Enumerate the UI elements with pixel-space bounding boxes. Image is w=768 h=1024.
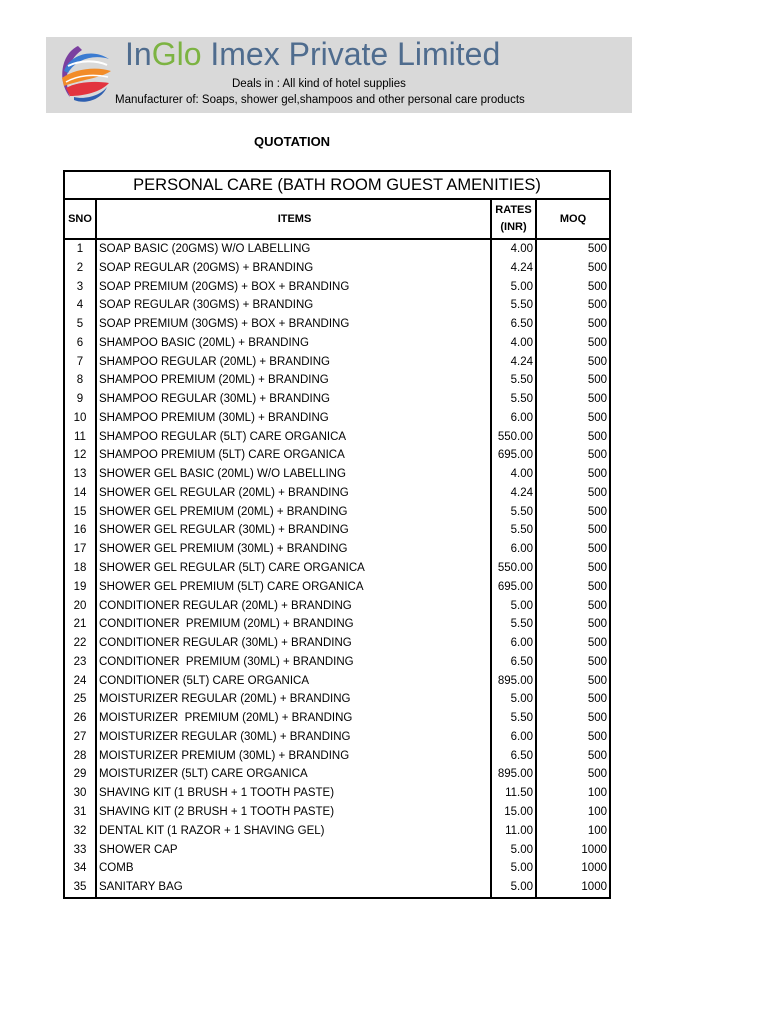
row-sno: 6 [65,334,97,353]
row-item: SHAMPOO PREMIUM (30ML) + BRANDING [97,409,492,428]
row-rate: 11.00 [492,822,537,841]
table-row [65,559,609,578]
table-row [65,859,609,878]
table-row [65,240,609,259]
row-moq: 500 [587,637,607,650]
row-rate: 5.00 [492,690,537,709]
row-moq: 500 [587,261,607,274]
table-title: PERSONAL CARE (BATH ROOM GUEST AMENITIES) [65,172,609,200]
row-rate: 4.24 [492,259,537,278]
table-row [65,841,609,860]
row-item: SHOWER GEL PREMIUM (5LT) CARE ORGANICA [97,578,492,597]
table-row [65,390,609,409]
row-item: SHOWER GEL BASIC (20ML) W/O LABELLING [97,465,492,484]
table-row [65,296,609,315]
row-moq: 500 [587,543,607,556]
row-item: SOAP REGULAR (30GMS) + BRANDING [97,296,492,315]
row-rate: 695.00 [492,578,537,597]
table-row [65,278,609,297]
row-item: COMB [97,859,492,878]
row-item: MOISTURIZER PREMIUM (20ML) + BRANDING [97,709,492,728]
row-rate: 6.00 [492,540,537,559]
row-sno: 8 [65,371,97,390]
row-rate: 895.00 [492,672,537,691]
row-rate: 550.00 [492,428,537,447]
table-row [65,597,609,616]
row-rate: 5.00 [492,278,537,297]
row-moq: 500 [587,299,607,312]
row-rate: 6.50 [492,747,537,766]
row-item: SHOWER GEL REGULAR (20ML) + BRANDING [97,484,492,503]
swirl-sphere-logo-icon [56,41,114,105]
row-item: SHAVING KIT (1 BRUSH + 1 TOOTH PASTE) [97,784,492,803]
table-row [65,428,609,447]
row-rate: 4.24 [492,484,537,503]
row-moq: 500 [587,524,607,537]
manufacturer-of-text: Manufacturer of: Soaps, shower gel,shampoos and other personal care products [115,94,525,106]
row-sno: 30 [65,784,97,803]
row-sno: 21 [65,615,97,634]
row-item: MOISTURIZER REGULAR (20ML) + BRANDING [97,690,492,709]
row-rate: 6.00 [492,409,537,428]
row-item: SHOWER GEL PREMIUM (20ML) + BRANDING [97,503,492,522]
row-item: SHAMPOO BASIC (20ML) + BRANDING [97,334,492,353]
row-rate: 5.00 [492,878,537,897]
row-sno: 15 [65,503,97,522]
row-sno: 33 [65,841,97,860]
company-name [125,36,500,72]
row-moq: 500 [587,655,607,668]
row-sno: 18 [65,559,97,578]
row-rate: 6.00 [492,634,537,653]
row-moq: 1000 [581,881,607,894]
company-name-part-glo: Glo [151,36,202,72]
row-item: MOISTURIZER REGULAR (30ML) + BRANDING [97,728,492,747]
row-moq: 500 [587,562,607,575]
row-rate: 5.00 [492,597,537,616]
row-moq: 100 [587,805,607,818]
row-sno: 5 [65,315,97,334]
row-moq: 1000 [581,862,607,875]
row-moq: 500 [587,280,607,293]
row-moq: 500 [587,355,607,368]
row-sno: 25 [65,690,97,709]
table-row [65,765,609,784]
row-sno: 16 [65,521,97,540]
row-item: CONDITIONER PREMIUM (20ML) + BRANDING [97,615,492,634]
header-rates [492,200,537,238]
row-rate: 6.50 [492,315,537,334]
table-row [65,653,609,672]
row-moq: 500 [587,693,607,706]
row-sno: 22 [65,634,97,653]
row-moq: 500 [587,243,607,255]
row-rate: 5.50 [492,521,537,540]
header-rates-label: RATES [495,204,532,216]
row-rate: 5.00 [492,841,537,860]
table-row [65,578,609,597]
row-item: SOAP PREMIUM (30GMS) + BOX + BRANDING [97,315,492,334]
row-rate: 4.24 [492,353,537,372]
row-rate: 4.00 [492,334,537,353]
row-item: SHAMPOO REGULAR (5LT) CARE ORGANICA [97,428,492,447]
table-row [65,709,609,728]
company-header-banner [46,37,632,113]
row-sno: 35 [65,878,97,897]
row-item: SHAMPOO REGULAR (30ML) + BRANDING [97,390,492,409]
row-moq: 1000 [581,843,607,856]
row-rate: 4.00 [492,465,537,484]
row-rate: 5.00 [492,859,537,878]
table-row [65,521,609,540]
row-sno: 32 [65,822,97,841]
row-rate: 5.50 [492,390,537,409]
row-moq: 500 [587,411,607,424]
row-moq: 500 [587,749,607,762]
row-item: MOISTURIZER PREMIUM (30ML) + BRANDING [97,747,492,766]
header-moq-label: MOQ [559,212,587,225]
row-item: CONDITIONER REGULAR (30ML) + BRANDING [97,634,492,653]
header-items-label: ITEMS [277,212,312,225]
row-sno: 1 [65,240,97,259]
table-row [65,259,609,278]
row-moq: 500 [587,336,607,349]
row-moq: 500 [587,730,607,743]
row-rate: 6.50 [492,653,537,672]
row-moq: 500 [587,712,607,725]
table-row [65,615,609,634]
row-rate: 5.50 [492,296,537,315]
row-item: SHOWER GEL PREMIUM (30ML) + BRANDING [97,540,492,559]
row-item: SANITARY BAG [97,878,492,897]
table-row [65,803,609,822]
company-name-part-rest: Imex Private Limited [201,36,501,72]
header-sno-label: SNO [68,212,92,225]
row-item: CONDITIONER (5LT) CARE ORGANICA [97,672,492,691]
row-item: SOAP REGULAR (20GMS) + BRANDING [97,259,492,278]
row-moq: 500 [587,430,607,443]
table-row [65,728,609,747]
table-header-row [65,200,609,240]
row-moq: 500 [587,599,607,612]
row-rate: 550.00 [492,559,537,578]
row-moq: 500 [587,393,607,406]
row-item: SOAP BASIC (20GMS) W/O LABELLING [97,240,492,259]
row-item: SHAMPOO REGULAR (20ML) + BRANDING [97,353,492,372]
row-sno: 2 [65,259,97,278]
row-sno: 31 [65,803,97,822]
row-item: SHAVING KIT (2 BRUSH + 1 TOOTH PASTE) [97,803,492,822]
row-moq: 500 [587,486,607,499]
table-row [65,446,609,465]
row-sno: 4 [65,296,97,315]
row-sno: 7 [65,353,97,372]
row-sno: 27 [65,728,97,747]
row-item: SHAMPOO PREMIUM (5LT) CARE ORGANICA [97,446,492,465]
table-row [65,784,609,803]
row-rate: 5.50 [492,615,537,634]
document-title: QUOTATION [254,134,331,149]
row-rate: 6.00 [492,728,537,747]
row-sno: 24 [65,672,97,691]
row-item: CONDITIONER REGULAR (20ML) + BRANDING [97,597,492,616]
row-rate: 5.50 [492,709,537,728]
row-sno: 17 [65,540,97,559]
table-row [65,878,609,897]
row-rate: 11.50 [492,784,537,803]
row-item: DENTAL KIT (1 RAZOR + 1 SHAVING GEL) [97,822,492,841]
table-row [65,353,609,372]
row-sno: 11 [65,428,97,447]
row-moq: 500 [587,580,607,593]
row-item: SOAP PREMIUM (20GMS) + BOX + BRANDING [97,278,492,297]
row-sno: 12 [65,446,97,465]
row-sno: 14 [65,484,97,503]
row-moq: 100 [587,787,607,800]
row-moq: 500 [587,768,607,781]
row-rate: 895.00 [492,765,537,784]
table-row [65,334,609,353]
header-sno [65,200,97,238]
row-moq: 500 [587,468,607,481]
header-moq [537,200,609,238]
row-sno: 20 [65,597,97,616]
row-moq: 500 [587,449,607,462]
table-row [65,540,609,559]
company-name-part-in: In [125,36,152,72]
row-item: SHOWER CAP [97,841,492,860]
row-rate: 695.00 [492,446,537,465]
table-row [65,484,609,503]
table-row [65,371,609,390]
row-sno: 3 [65,278,97,297]
row-item: SHOWER GEL REGULAR (30ML) + BRANDING [97,521,492,540]
row-rate: 15.00 [492,803,537,822]
row-sno: 34 [65,859,97,878]
table-row [65,634,609,653]
table-row [65,503,609,522]
row-rate: 5.50 [492,503,537,522]
row-moq: 500 [587,318,607,331]
table-row [65,747,609,766]
row-item: SHAMPOO PREMIUM (20ML) + BRANDING [97,371,492,390]
row-moq: 500 [587,618,607,631]
row-moq: 500 [587,374,607,387]
header-rates-unit: (INR) [500,221,527,233]
row-sno: 9 [65,390,97,409]
row-sno: 29 [65,765,97,784]
row-sno: 23 [65,653,97,672]
table-row [65,409,609,428]
table-row [65,465,609,484]
row-moq: 500 [587,674,607,687]
table-row [65,315,609,334]
row-sno: 28 [65,747,97,766]
row-moq: 500 [587,505,607,518]
table-row [65,690,609,709]
deals-in-text: Deals in : All kind of hotel supplies [232,78,406,90]
row-sno: 19 [65,578,97,597]
row-item: CONDITIONER PREMIUM (30ML) + BRANDING [97,653,492,672]
header-items [97,200,492,238]
row-rate: 4.00 [492,240,537,259]
row-sno: 26 [65,709,97,728]
table-row [65,822,609,841]
row-moq: 100 [587,824,607,837]
row-rate: 5.50 [492,371,537,390]
row-item: MOISTURIZER (5LT) CARE ORGANICA [97,765,492,784]
row-sno: 13 [65,465,97,484]
quotation-table [63,170,611,899]
row-sno: 10 [65,409,97,428]
row-item: SHOWER GEL REGULAR (5LT) CARE ORGANICA [97,559,492,578]
table-row [65,672,609,691]
